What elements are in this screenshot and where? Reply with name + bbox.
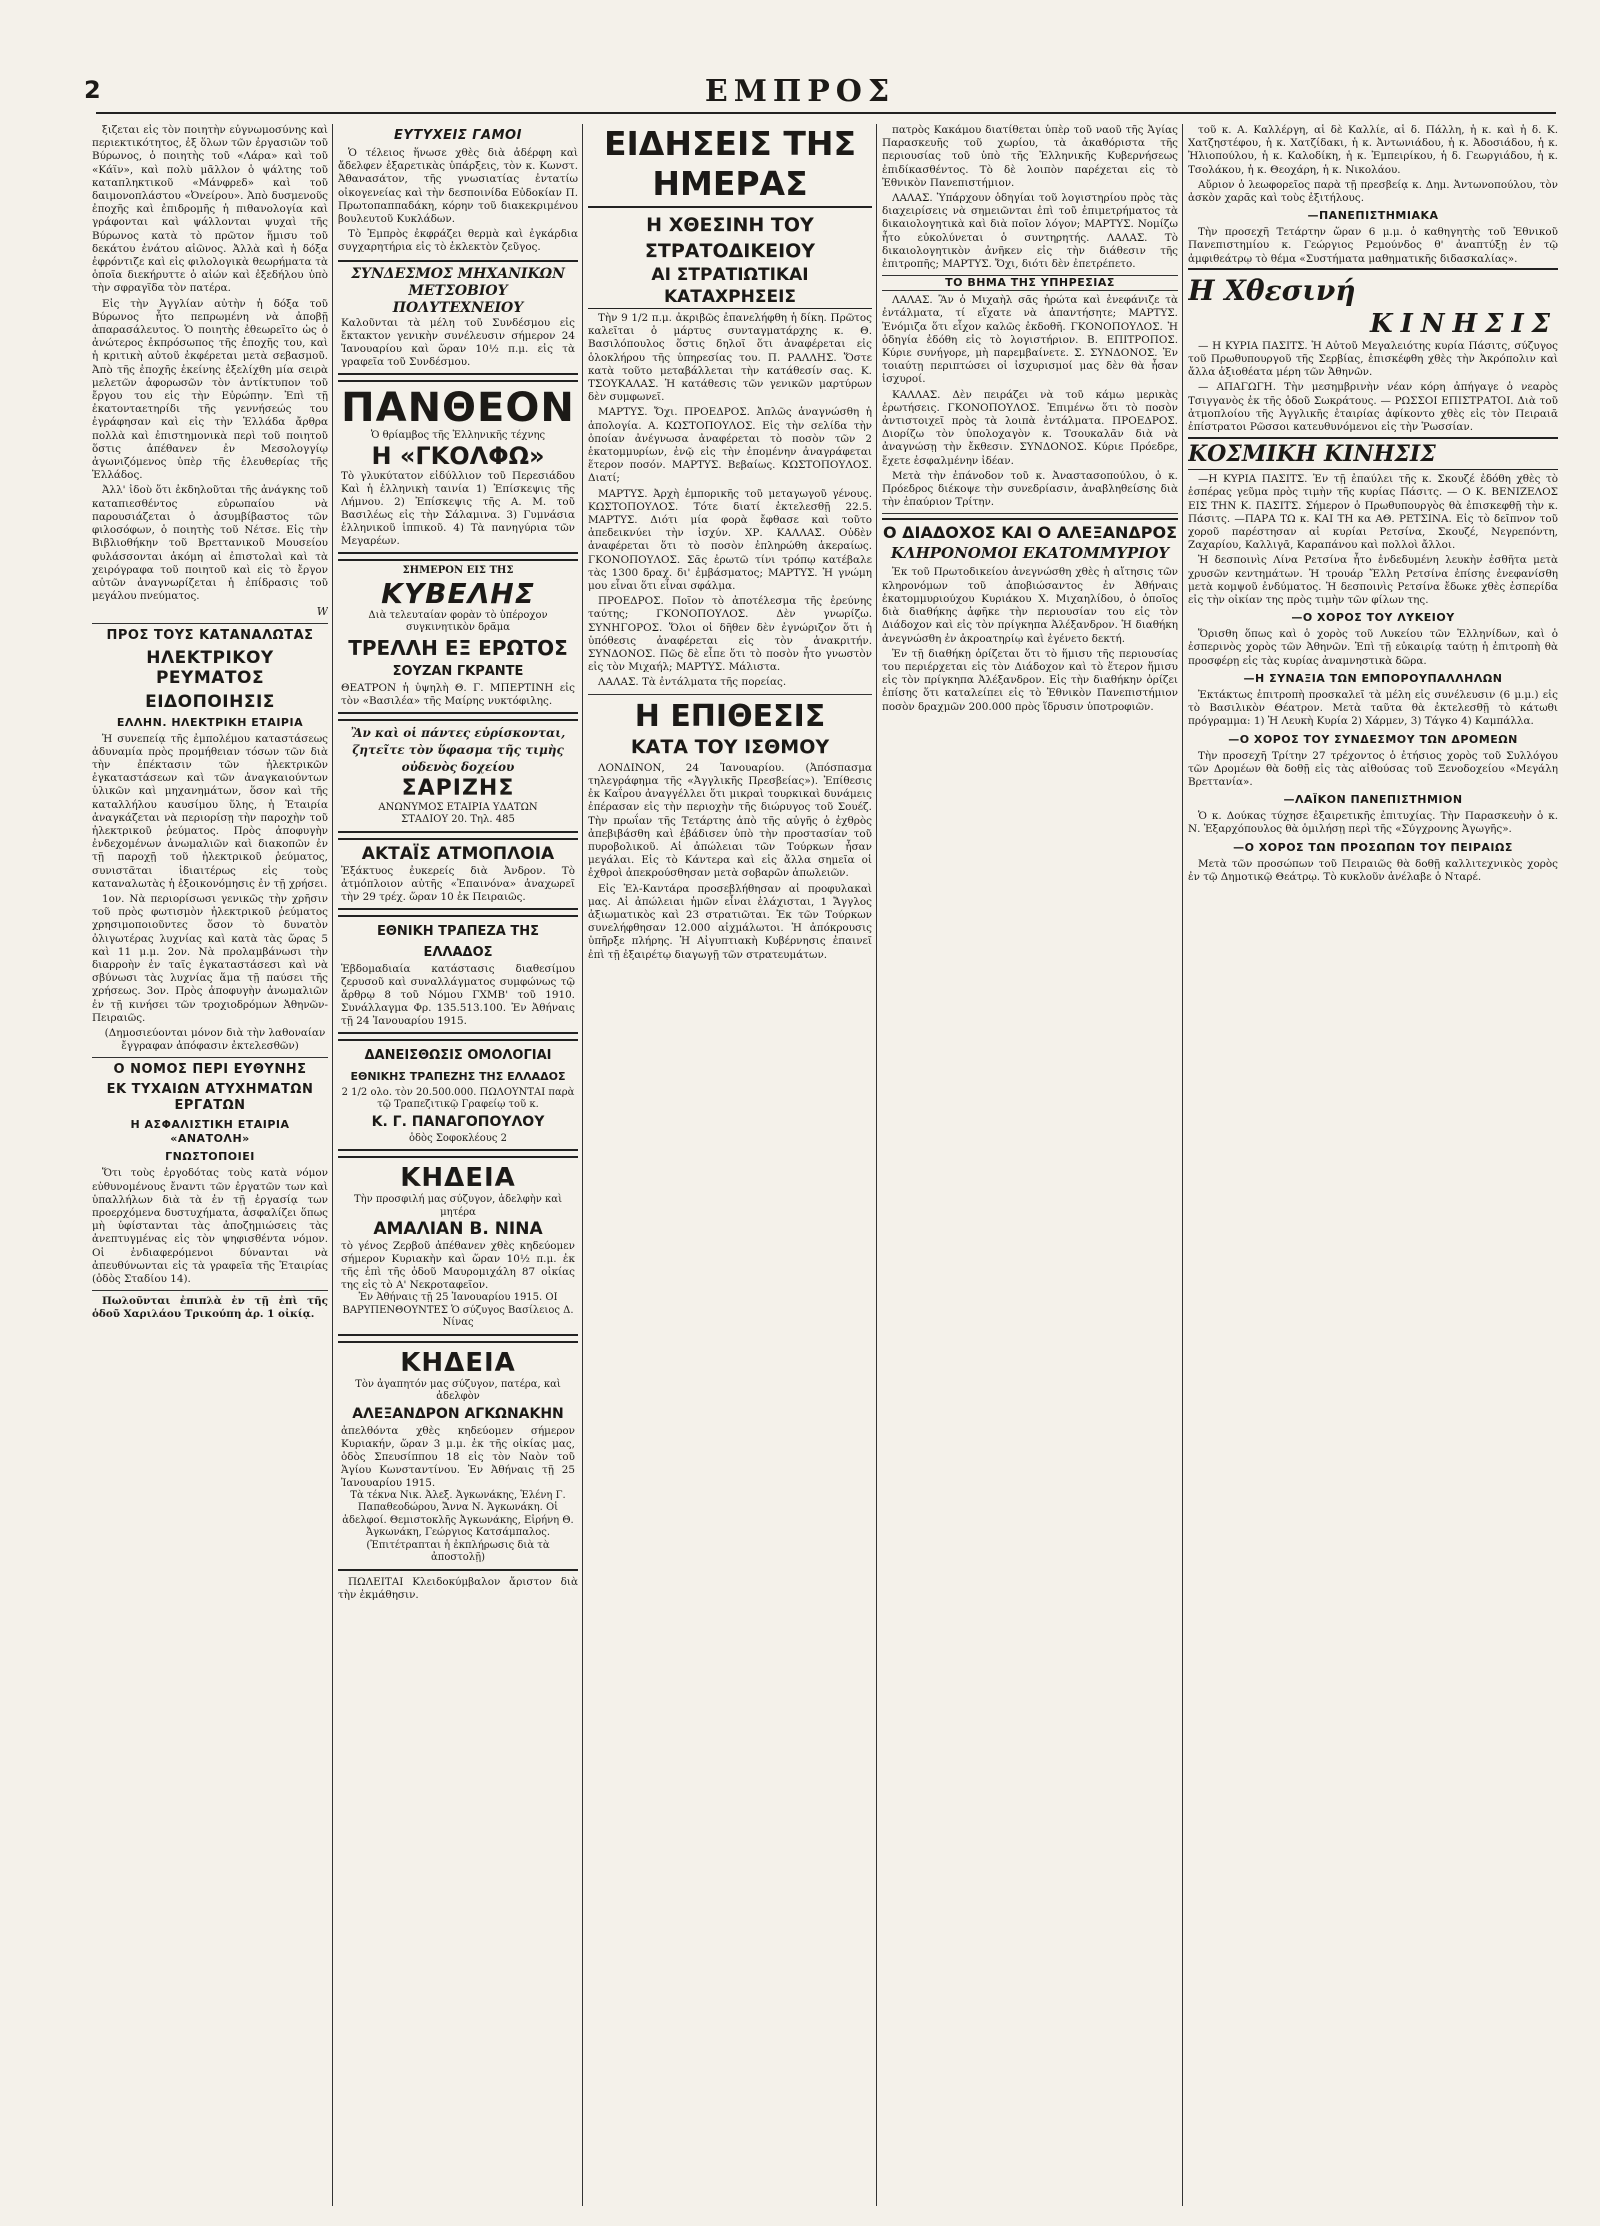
ad-play: ΤΡΕΛΛΗ ΕΞ ΕΡΩΤΟΣ	[348, 635, 568, 660]
article-text: — ΑΠΑΓΩΓΗ. Τὴν μεσημβρινὴν νέαν κόρη ἀπήγαγε ὁ νεαρὸς Τσιγγανὸς ἐκ τῆς ὁδοῦ Σωκράτους. — ΡΩΣΣΟΙ ΕΠΙΣΤΡΑΤΟΙ. Διὰ τοῦ ἀτμοπλοίου τῆς Ἀγγλικῆς ἑταιρίας ἀφίκοντο χθὲς εἰς τὸν Πειραιᾶ ἐπίστρατοι Ρῶσσοι κατευθυνόμενοι εἰς τὴν Ῥωσσίαν.	[1188, 381, 1558, 434]
kyveli-ad	[338, 559, 578, 714]
electric-heading: ΕΙΔΟΠΟΙΗΣΙΣ	[145, 691, 275, 712]
moves-heading: ΚΙΝΗΣΙΣ	[1369, 308, 1558, 339]
law-heading: ΓΝΩΣΤΟΠΟΙΕΙ	[165, 1150, 255, 1164]
bank-ad	[338, 915, 578, 1034]
column-4	[882, 124, 1178, 2206]
funeral-intro: Τὴν προσφιλή μας σύζυγον, ἀδελφὴν καὶ μητέρα	[354, 1194, 562, 1218]
electric-heading: ΗΛΕΚΤΡΙΚΟΥ ΡΕΥΜΑΤΟΣ	[146, 647, 274, 688]
article-text: Τὴν προσεχῆ Τρίτην 27 τρέχοντος ὁ ἐτήσιος χορὸς τοῦ Συλλόγου τῶν Δρομέων θὰ δοθῇ εἰς τὰς αἰθούσας τοῦ Ξενοδοχείου «Μεγάλη Βρεττανία».	[1188, 749, 1558, 788]
sarizis-ad	[338, 719, 578, 833]
social-heading: ΚΟΣΜΙΚΗ ΚΙΝΗΣΙΣ	[1188, 437, 1558, 470]
divider	[588, 694, 872, 695]
yesterday-heading: Η Χθεσινή	[1188, 268, 1558, 308]
article-text: Ὅρισθη ὅπως καὶ ὁ χορὸς τοῦ Λυκείου τῶν Ἑλληνίδων, καὶ ὁ ἐσπερινὸς χορὸς τῶν Ἀθηνῶν. Ἐπὶ τῇ εὐκαιρίᾳ ταύτῃ ἡ ἐπιτροπὴ θὰ προσφέρῃ εἰς τὰς κυρίας ἀναμνηστικὰ δῶρα.	[1188, 628, 1558, 667]
law-heading: ΕΚ ΤΥΧΑΙΩΝ ΑΤΥΧΗΜΑΤΩΝ ΕΡΓΑΤΩΝ	[106, 1082, 314, 1114]
ad-title: ΑΚΤΑΪΣ ΑΤΜΟΠΛΟΙΑ	[361, 843, 555, 864]
section-heading: —Ο ΧΟΡΟΣ ΤΟΥ ΣΥΝΔΕΣΜΟΥ ΤΩΝ ΔΡΟΜΕΩΝ	[1228, 732, 1518, 746]
article-text: Μετὰ τῶν προσώπων τοῦ Πειραιῶς θὰ δοθῇ καλλιτεχνικὸς χορὸς ἐν τῷ Δημοτικῷ Θεάτρῳ. Τὸ κυκλοῦν ἀνέλαβε ὁ Νταρέ.	[1188, 857, 1558, 883]
article-text: Ἡ συνεπείᾳ τῆς ἐμπολέμου καταστάσεως ἀδυναμία πρὸς προμήθειαν τόσων τῶν διὰ τὴν ἐπέκτασιν τῶν ἠλεκτρικῶν ἐγκαταστάσεων καὶ τῶν ἀναγκαιούντων ὑλικῶν καὶ μηχανημάτων, ὅσον καὶ τῆς καταλλήλου καυσίμου ὕλης, ἡ Ἑταιρία ἀναγκάζεται νὰ περιορίσῃ τὴν παροχὴν τοῦ ἠλεκτρικοῦ ῥεύματος. Πρὸς ἀποφυγὴν ἐνδεχομένων ἀνωμαλιῶν καὶ διακοπῶν ἐν τῇ παροχῇ τοῦ ἠλεκτρικοῦ ῥεύματος, συνιστᾶται ἰδιαιτέρως εἰς τοὺς καταναλωτὰς ἡ ἐξοικονόμησις ἐν τῇ χρήσει.	[92, 732, 328, 890]
article-text: Ἡ δεσποινὶς Λίνα Ρετσίνα ἦτο ἐνδεδυμένη λευκὴν ἐσθῆτα μετὰ χρυσῶν κεντημάτων. Ἡ τρουάρ Ἔλλη Ρετσίνα ἐπίσης ἐνεφανίσθη μετὰ κομψοῦ ἐνδύματος. Ἡ δεσποινὶς Ρετσίνα ἔδωκε χθὲς ἐσπερίδα εἰς τὴν οἰκίαν της πρὸς τιμὴν τῶν φίλων της.	[1188, 554, 1558, 607]
article-text: ξιζεται εἰς τὸν ποιητὴν εὐγνωμοσύνης καὶ περιεκτικότητος, ἐξ ὅλων τῶν ἐργασιῶν τοῦ Βύρωνος, ὁ ποιητὴς τοῦ «Λάρα» καὶ τοῦ «Κάϊν», καὶ πολὺ μᾶλλον ὁ ψάλτης τοῦ καταπληκτικοῦ «Μάνφρεδ» καὶ τοῦ δαιμονοπλάστου «Ὀνείρου». Ἀπὸ δυσμενοῦς ἐποχῆς καὶ ἐπιδρομῆς ἡ πιθανολογία καὶ γράφονται καὶ ψάλλονται ψυχαὶ τῆς Βύρωνος κατὰ τὸ πρῶτον ἥμισυ τοῦ δεκάτου ἐνάτου αἰῶνος. Ἀλλὰ καὶ ἡ δόξα ἐφρόντιζε καὶ εἰς φιλολογικὰ θεωρήματα τὰ ὁποῖα διεκήρυττε ὁ αἰών καὶ ἐξεδήλου ὑπὸ τὴν σφραγῖδα τὸν πατέρα.	[92, 124, 328, 295]
ad-subtitle: ΣΗΜΕΡΟΝ ΕΙΣ ΤΗΣ	[402, 565, 514, 577]
ad-address: ὁδὸς Σοφοκλέους 2	[409, 1132, 507, 1144]
loan-ad	[338, 1039, 578, 1152]
article-text: Τὴν 9 1/2 π.μ. ἀκριβῶς ἐπανελήφθη ἡ δίκη. Πρῶτος καλεῖται ὁ μάρτυς συνταγματάρχης κ. Θ. Βασιλόπουλος ὅστις δηλοῖ ὅτι ἀναφέρεται εἰς ὁλοκλήρου τῆς ὑπηρεσίας του. Π. ΡΑΛΛΗΣ. Ὅστε κατὰ τοῦτο μεταβάλλεται τὴν κατάθεσίν σας. Κ. ΤΣΟΥΚΑΛΑΣ. Ἡ κατάθεσις τῶν γενικῶν μαρτύρων δὲν συμφωνεῖ.	[588, 312, 872, 404]
bema-heading: ΤΟ ΒΗΜΑ ΤΗΣ ΥΠΗΡΕΣΙΑΣ	[882, 275, 1178, 291]
weddings-heading: ΕΥΤΥΧΕΙΣ ΓΑΜΟΙ	[394, 128, 522, 143]
ad-text: Τὸ γλυκύτατον εἰδύλλιον τοῦ Περεσιάδου Καὶ ἡ ἐλληνικὴ ταινία 1) Ἐπίσκεψις τῆς Λήμνου. 2) Ἐπίσκεψις τῆς Α. Μ. τοῦ Βασιλέως εἰς τὴν Σάλαμινα. 3) Γυμνάσια ἑλληνικοῦ ἱππικοῦ. 4) Τὰ πανηγύρια τῶν Μεγαρέων.	[341, 470, 575, 548]
funeral-sign: Ἐν Ἀθήναις τῇ 25 Ἰανουαρίου 1915. ΟΙ ΒΑΡΥΠΕΝΘΟΥΝΤΕΣ Ὁ σύζυγος Βασίλειος Δ. Νίνας	[342, 1292, 574, 1329]
section-heading: —ΠΑΝΕΠΙΣΤΗΜΙΑΚΑ	[1307, 209, 1439, 223]
ad-text: Ἐξάκτυος ἐυκερείς διὰ Ἀνδρον. Τὸ ἀτμόπλοιον αὐτῆς «Ἐπαινόνα» ἀναχωρεῖ τὴν 29 τρέχ. ὥραν 10 ἐκ Πειραιῶς.	[341, 864, 575, 903]
divider	[882, 513, 1178, 514]
column-divider	[582, 124, 583, 2206]
article-text: Ἐκτάκτως ἐπιτροπὴ προσκαλεῖ τὰ μέλη εἰς συνέλευσιν (6 μ.μ.) εἰς τὸ Βασιλικὸν Θέατρον. Μετὰ ταῦτα θὰ ἐκτελεσθῇ τὸ κάτωθι πρόγραμμα: 1) Ἡ Λευκὴ Κυρία 2) Χάρμεν, 3) Τάγκο 4) Καμπάλλα.	[1188, 688, 1558, 728]
ad-text: Ἑβδομαδιαία κατάστασις διαθεσίμου ζερυσοῦ καὶ συναλλάγματος συμφώνως τῷ ἄρθρῳ 8 τοῦ Νόμου ΓΧΜΒ' τοῦ 1910. Συνάλλαγμα Φρ. 135.513.100. Ἐν Ἀθήναις τῇ 24 Ἰανουαρίου 1915.	[341, 962, 575, 1027]
section-heading: —Ο ΧΟΡΟΣ ΤΩΝ ΠΡΟΣΩΠΩΝ ΤΟΥ ΠΕΙΡΑΙΩΣ	[1233, 840, 1513, 854]
divider	[92, 623, 328, 624]
article-text: Ὅτι τοὺς ἐργοδότας τοὺς κατὰ νόμον εὐθυνομένους ἔναντι τῶν ἐργατῶν των καὶ ὑπαλλήλων διὰ τὰ ἐν τῇ ἐργασίᾳ των προερχόμενα δυστυχήματα, ἀσφαλίζει ὅπως μὴ ὑφίστανται τὰς ἀποζημιώσεις τὰς ἀνεπτυγμένας εἰς τὸν ψηφισθέντα νόμον. Οἱ ἐνδιαφερόμενοι δύνανται νὰ ἀπευθύνωνται εἰς τὰ γραφεῖα τῆς Ἑταιρίας (ὁδὸς Σταδίου 14).	[92, 1167, 328, 1286]
ad-address: ΣΤΑΔΙΟΥ 20. Τηλ. 485	[401, 814, 515, 826]
ad-title: ΕΘΝΙΚΗ ΤΡΑΠΕΖΑ ΤΗΣ ΕΛΛΑΔΟΣ	[377, 923, 539, 960]
article-text: ΛΟΝΔΙΝΟΝ, 24 Ἰανουαρίου. (Ἀπόσπασμα τηλεγράφημα τῆς «Ἀγγλικῆς Πρεσβείας»). Ἐπίθεσις ἐκ Καΐρου ἀναγγέλλει ὅτι μικραὶ τουρκικαὶ δυνάμεις ἐπέρασαν εἰς τὴν περιοχὴν τῆς διώρυγος τοῦ Σουέζ. Τὴν πρωΐαν τῆς Τετάρτης ἀπὸ τῆς αὐγῆς ὁ ἐχθρὸς ἀπεβιβάσθη καὶ ἐβάδισεν ὑπὸ τὴν προστασίαν τοῦ πυροβολικοῦ. Αἱ ἀπώλειαι τῶν Τούρκων ἦσαν μεγάλαι. Εἰς τὸ Κάντερα καὶ εἰς ἄλλα σημεῖα οἱ ἐχθροὶ ἀπεκρούσθησαν μετὰ σοβαρῶν ἀπωλειῶν.	[588, 761, 872, 880]
funeral-name: ΑΛΕΞΑΝΔΡΟΝ ΑΓΚΩΝΑΚΗΝ	[352, 1405, 564, 1422]
masthead-rule	[96, 112, 1556, 114]
notice-title: ΜΕΤΣΟΒΙΟΥ ΠΟΛΥΤΕΧΝΕΙΟΥ	[392, 282, 524, 316]
ad-text: ΘΕΑΤΡΟΝ ἡ ὑψηλὴ Θ. Γ. ΜΠΕΡΤΙΝΗ εἰς τὸν «Βασιλέα» τῆς Μαίρης νυκτόφιλης.	[341, 681, 575, 707]
section-heading: —Η ΣΥΝΑΞΙΑ ΤΩΝ ΕΜΠΟΡΟΥΠΑΛΛΗΛΩΝ	[1243, 671, 1503, 685]
isthmus-heading: Η ΕΠΙΘΕΣΙΣ	[634, 698, 826, 734]
ad-subtitle: Ὁ θρίαμβος τῆς Ἑλληνικῆς τέχνης	[370, 429, 546, 441]
section-heading: —Ο ΧΟΡΟΣ ΤΟΥ ΛΥΚΕΙΟΥ	[1291, 611, 1455, 625]
law-heading: Η ΑΣΦΑΛΙΣΤΙΚΗ ΕΤΑΙΡΙΑ «ΑΝΑΤΟΛΗ»	[130, 1118, 290, 1146]
article-text: ΛΑΛΑΣ. Ἂν ὁ Μιχαὴλ σᾶς ἠρώτα καὶ ἐνεφάνιζε τὰ ἐντάλματα, τί εἴχατε νὰ ἀπαντήσητε; ΜΑΡΤΥΣ. Ἐνόμιζα ὅτι εἶχον καλῶς ἐκδοθῆ. ΓΚΟΝΟΠΟΥΛΟΣ. Ἡ ὁδηγία ἐδόθη εἰς τὸ λογιστήριον. Β. ΕΠΙΤΡΟΠΟΣ. Κύριε συνήγορε, μὴ παρεμβαίνετε. Σ. ΣΥΝΔΟΝΟΣ. Ἐν τοιαύτῃ περιπτώσει οἱ ἰσχυρισμοί μας δὲν θὰ ἦσαν ἰσχυροί.	[882, 294, 1178, 386]
isthmus-subheading: ΚΑΤΑ ΤΟΥ ΙΣΘΜΟΥ	[630, 735, 830, 758]
article-text: Ἐν τῇ διαθήκῃ ὁρίζεται ὅτι τὸ ἥμισυ τῆς περιουσίας του περιέρχεται εἰς τὸν Διάδοχον καὶ τὸ ἕτερον ἥμισυ εἰς τὸν πρίγκηπα Ἀλέξανδρον. Εἰς τὴν διαθήκην ὁρίζει ἐπίσης ὅτι καταλείπει εἰς τὸ Ἐθνικὸν Πανεπιστήμιον ποσὸν δραχμῶν 200.000 πρὸς ἵδρυσιν ὑποτροφιῶν.	[882, 647, 1178, 713]
ad-title: ΣΑΡΙΖΗΣ	[401, 775, 515, 801]
ad-film: Η «ΓΚΟΛΦΩ»	[371, 442, 545, 471]
funeral-sign: Τὰ τέκνα Νικ. Ἀλεξ. Ἀγκωνάκης, Ἑλένη Γ. Παπαθεοδώρου, Ἄννα Ν. Ἀγκωνάκη. Οἱ ἀδελφοί. Θεμιστοκλῆς Ἀγκωνάκης, Εἰρήνη Θ. Ἀγκωνάκη, Γεώργιος Κατσάμπαλος.	[342, 1489, 574, 1539]
article-text: ΛΑΛΑΣ. Ὑπάρχουν ὁδηγίαι τοῦ λογιστηρίου πρὸς τὰς διαχειρίσεις νὰ σημειῶνται ἐπὶ τοῦ ἐπιμετρήματος τὰ δικαιολογητικὰ καὶ διὰ ποῖον λόγον; ΜΑΡΤΥΣ. Νομίζω ἦτο εὐκολύνεται ὁ συντηρητής. ΛΑΛΑΣ. Τὸ δικαιολογητικὸν ἀνῆκεν εἰς τὴν διάθεσιν τῆς ἐπιτροπῆς; ΜΑΡΤΥΣ. Ὄχι, διότι δὲν ἐπετρέπετο.	[882, 192, 1178, 271]
article-note: (Δημοσιεύονται μόνον διὰ τὴν λαθοναίαν ἔγγραφαν ἀπόφασιν ἐκτελεσθῶν)	[104, 1026, 326, 1053]
column-1	[92, 124, 328, 2206]
funeral-text: τὸ γένος Ζερβοῦ ἀπέθανεν χθὲς κηδεύομεν σήμερον Κυριακὴν καὶ ὥραν 10½ π.μ. ἐκ τῆς ἐπὶ τῆς ὁδοῦ Μαυρομιχάλη 87 οἰκίας της εἰς τὸ Α' Νεκροταφεῖον.	[341, 1240, 575, 1292]
ad-subtitle: Ἂν καὶ οἱ πάντες εὑρίσκονται, ζητεῖτε τὸν ὕφασμα τῆς τιμὴς οὐδενὸς δοχείου	[350, 725, 566, 774]
court-heading: Η ΧΘΕΣΙΝΗ ΤΟΥ ΣΤΡΑΤΟΔΙΚΕΙΟΥ	[644, 214, 816, 262]
funeral-text: ἀπελθόντα χθὲς κηδεύομεν σήμερον Κυριακήν, ὥραν 3 μ.μ. ἐκ τῆς οἰκίας μας, ὁδὸς Σπευσίππου 18 εἰς τὸν Ναὸν τοῦ Ἁγίου Κωνσταντίνου. Ἐν Ἀθήναις τῇ 25 Ἰανουαρίου 1915.	[341, 1424, 575, 1489]
article-text: Αὔριον ὁ λεωφορεῖος παρὰ τῇ πρεσβείᾳ κ. Δημ. Ἀντωνοπούλου, τὸν ἀσκὸν χαρᾶς καὶ τοὺς ἐξιτήλους.	[1188, 178, 1558, 205]
funeral-title: ΚΗΔΕΙΑ	[400, 1163, 516, 1194]
electric-heading: ΠΡΟΣ ΤΟΥΣ ΚΑΤΑΝΑΛΩΤΑΣ	[106, 627, 314, 643]
section-heading: —ΛΑΪΚΟΝ ΠΑΝΕΠΙΣΤΗΜΙΟΝ	[1283, 793, 1463, 807]
newspaper-masthead: ΕΜΠΡΟΣ	[704, 74, 896, 109]
engineers-notice	[338, 260, 578, 375]
funeral-notice-1	[338, 1156, 578, 1336]
court-subheading: ΑΙ ΣΤΡΑΤΙΩΤΙΚΑΙ ΚΑΤΑΧΡΗΣΕΙΣ	[588, 264, 872, 309]
article-text: τοῦ κ. Α. Καλλέργη, αἱ δὲ Καλλίε, αἱ δ. Πάλλη, ἡ κ. καὶ ἡ δ. Κ. Χατζηστέφου, ἡ κ. Χατζίδακι, ἡ κ. Ἀντωνιάδου, ἡ κ. Ἀδοσιάδου, ἡ κ. Ἠλιοπούλου, ἡ κ. Καλοδίκη, ἡ κ. Ἐμπειρίκου, ἡ δ. Γεωργιάδου, ἡ κ. Τσολάκου, ἡ κ. Θεοχάρη, ἡ κ. Νικολάου.	[1188, 124, 1558, 176]
ad-author: ΣΟΥΖΑΝ ΓΚΡΑΝΤΕ	[392, 663, 524, 679]
ad-title: ΚΥΒΕΛΗΣ	[381, 576, 535, 610]
funeral-notice-2	[338, 1341, 578, 1571]
news-banner: ΕΙΔΗΣΕΙΣ ΤΗΣ ΗΜΕΡΑΣ	[588, 124, 872, 208]
divider	[92, 1290, 328, 1291]
article-text: ΜΑΡΤΥΣ. Ὄχι. ΠΡΟΕΔΡΟΣ. Ἀπλῶς ἀναγνώσθη ἡ ἀπολογία. Α. ΚΩΣΤΟΠΟΥΛΟΣ. Εἰς τὴν σελίδα τὴν ὁποίαν ἀνέγνωσα ἀναφέρεται τὸ ποσὸν τῶν 2 ἑκατομμυρίων, ἐνῷ εἰς τὴν ἐπομένην ἀναγράφεται ἕτερον ποσόν. ΜΑΡΤΥΣ. Βεβαίως. ΚΩΣΤΟΠΟΥΛΟΣ. Διατί;	[588, 406, 872, 485]
article-text: Ἀλλ' ἰδοὺ ὅτι ἐκδηλοῦται τῆς ἀνάγκης τοῦ καταπιεσθέντος εὐρωπαίου νὰ παρουσιάζεται ὁ ἀσυμβίβαστος τῶν φιλοσόφων, ὁ ποιητὴς τοῦ Νέτσε. Εἰς τὴν Βιβλιοθήκην τοῦ Βρεττανικοῦ Μουσείου φυλάσσονται ἀκόμη αἱ ἐπιστολαὶ καὶ τὰ χειρόγραφα τοῦ ποιητοῦ καὶ εἰς τὸ ἔργον αὐτῶν ἀναγνωρίζεται ἡ ἐπίδρασις τοῦ μεγάλου πνεύματος.	[92, 484, 328, 603]
column-3	[588, 124, 872, 2206]
divider	[92, 1057, 328, 1058]
article-signature: W	[316, 605, 328, 619]
column-divider	[332, 124, 333, 2206]
column-2	[338, 124, 578, 2206]
article-text: ΛΑΛΑΣ. Τὰ ἐντάλματα τῆς πορείας.	[598, 676, 787, 689]
article-text: Εἰς τὴν Ἀγγλίαν αὐτὴν ἡ δόξα τοῦ Βύρωνος ἦτο πεπρωμένη νὰ ἀποβῇ ἀπαρασάλευτος. Ὁ ποιητὴς ἐθεωρεῖτο ὡς ὁ ἀνώτερος ἐκπρόσωπος τῆς ἐποχῆς του, καὶ ἡ κριτικὴ αὐτοῦ ἐκφέρεται μετὰ σεβασμοῦ. Ἀπὸ τῆς ἐποχῆς ἐκείνης ἐξελίχθη μία σειρὰ μελετῶν ἀφορωσῶν τὸν ἀντίκτυπον τοῦ ἔργου του εἰς τὴν Εὐρώπην. Ἐπὶ τῇ ἐκατονταετηρίδι τῆς γεννήσεώς του ἐγράφησαν καὶ εἰς τὴν Ἑλλάδα ἄρθρα πολλὰ καὶ ἐπιστημονικὰ περὶ τοῦ ποιητοῦ ὅστις ἀπέθανεν ἐν Μεσολογγίῳ ἀγωνιζόμενος ὑπὲρ τῆς ἐλευθερίας τῆς Ἑλλάδος.	[92, 297, 328, 482]
funeral-title: ΚΗΔΕΙΑ	[400, 1347, 516, 1378]
article-text: —Η ΚΥΡΙΑ ΠΑΣΙΤΣ. Ἐν τῇ ἐπαύλει τῆς κ. Σκουζέ ἐδόθη χθὲς τὸ ἑσπέρας γεῦμα πρὸς τιμὴν τῆς κυρίας Πάσιτς. — Ο Κ. ΒΕΝΙΖΕΛΟΣ ΕΙΣ ΤΗΝ Κ. ΠΑΣΙΤΣ. Σήμερον ὁ Πρωθυπουργὸς θὰ ἐπισκεφθῇ τὴν κ. Πάσιτς. —ΠΑΡΑ ΤΩ κ. ΚΑΙ ΤΗ κα ΑΘ. ΡΕΤΣΙΝΑ. Εἰς τὸ δεῖπνον τοῦ χοροῦ παρέστησαν αἱ κυρίαι Ρετσίνα, Σκουζέ, Νεγρεπόντη, Ζαχαρίου, Καλλιγᾶ, Καραπάνου καὶ πολλοὶ ἄλλοι.	[1188, 473, 1558, 552]
article-text: ΜΑΡΤΥΣ. Ἀρχὴ ἐμπορικῆς τοῦ μεταγωγοῦ γένους. ΚΩΣΤΟΠΟΥΛΟΣ. Τότε διατί ἐκτελεσθῇ 22.5. ΜΑΡΤΥΣ. Διότι μία φορὰ ἔφθασε καὶ τοῦτο ἀπεδεικνύει τὴν ἰσχύν. ΧΡ. ΚΑΛΛΑΣ. Οὐδὲν ἀναφέρεται ὅτι τὸ ποσὸν ἐπληρώθη ἀκεραίως. ΓΚΟΝΟΠΟΥΛΟΣ. Σᾶς ἐρωτῶ τίνι τρόπῳ κατέβαλε τὰς 1300 δραχ. δι' ἐμβάσματος; ΜΑΡΤΥΣ. Ἡ γνώμη μου εἶναι ὅτι εἶναι σφάλμα.	[588, 487, 872, 593]
ad-subtitle: Διὰ τελευταίαν φορὰν τὸ ὑπέροχον συγκινητικὸν δρᾶμα	[368, 609, 548, 634]
article-text: Τὴν προσεχῆ Τετάρτην ὥραν 6 μ.μ. ὁ καθηγητὴς τοῦ Ἐθνικοῦ Πανεπιστημίου κ. Γεώργιος Ρεμούνδος θ' ἀναπτύξῃ ἐν τῷ ἀμφιθεάτρῳ τὸ θέμα «Συστήματα μαθηματικῆς διδασκαλίας».	[1188, 226, 1558, 265]
article-text: — Η ΚΥΡΙΑ ΠΑΣΙΤΣ. Ἡ Αὐτοῦ Μεγαλειότης κυρία Πάσιτς, σύζυγος τοῦ Πρωθυπουργοῦ τῆς Σερβίας, ἐπισκέφθη χθὲς τὴν Ἀκρόπολιν καὶ ἄλλα ἀξιοθέατα μέρη τῶν Ἀθηνῶν.	[1188, 339, 1558, 379]
article-text: 1ον. Νὰ περιορίσωσι γενικῶς τὴν χρῆσιν τοῦ πρὸς φωτισμὸν ἠλεκτρικοῦ ῥεύματος χρησιμοποιοῦντες ὅσον τὸ δυνατὸν ὀλιγωτέρας λυχνίας καὶ κατὰ τὰς ὥρας 5 καὶ 11 μ.μ. 2ον. Νὰ προλαμβάνωσι τὴν διαρροὴν ἐν ταῖς ἐγκαταστάσεσι καὶ νὰ σβύνωσι τὰς λυχνίας ἅμα τῇ παύσει τῆς χρήσεως. 3ον. Πρὸς ἀποφυγὴν ἀνωμαλιῶν ἐν τῇ κινήσει τῶν τροχιοδρόμων Ἀθηνῶν-Πειραιῶς.	[92, 892, 328, 1024]
notice-title: ΣΥΝΔΕΣΜΟΣ ΜΗΧΑΝΙΚΩΝ	[351, 265, 565, 282]
column-divider	[876, 124, 877, 2206]
ad-text: 2 1/2 ολο. τὸν 20.500.000. ΠΩΛΟΥΝΤΑΙ παρὰ τῷ Τραπεζιτικῷ Γραφείῳ τοῦ κ.	[341, 1086, 575, 1111]
funeral-name: ΑΜΑΛΙΑΝ Β. ΝΙΝΑ	[373, 1219, 543, 1240]
ad-title: ΠΑΝΘΕΟΝ	[341, 384, 575, 431]
notice-text: Καλοῦνται τὰ μέλη τοῦ Συνδέσμου εἰς ἔκτακτον γενικὴν συνέλευσιν σήμερον 24 Ἰανουαρίου καὶ ὥραν 10½ π.μ. εἰς τὰ γραφεῖα τοῦ Συνδέσμου.	[341, 316, 575, 368]
page-number: 2	[84, 76, 101, 104]
article-text: Εἰς Ἐλ-Καντάρα προσεβλήθησαν αἱ προφυλακαὶ μας. Αἱ ἀπώλειαι ἡμῶν εἶναι ἐλάχισται, 1 Ἄγγλος ἀξιωματικὸς καὶ 23 στρατιῶται. Ἐκ τῶν Τούρκων συνελήφθησαν 12.000 αἰχμάλωτοι. Ἡ ἀπόκρουσις ὑπῆρξε πλήρης. Ἡ Αἰγυπτιακὴ Κυβέρνησις ἐπαινεῖ ἐπὶ τῇ ἐξαιρέτῳ διαγωγῇ τῶν στρατευμάτων.	[588, 882, 872, 961]
heir-subheading: ΚΛΗΡΟΝΟΜΟΙ ΕΚΑΤΟΜΜΥΡΙΟΥ	[890, 544, 1170, 563]
sale-notice: ΠΩΛΕΙΤΑΙ Κλειδοκύμβαλον ἄριστον διὰ τὴν ἐκμάθησιν.	[338, 1575, 578, 1601]
article-text: πατρὸς Κακάμου διατίθεται ὑπὲρ τοῦ ναοῦ τῆς Ἁγίας Παρασκευῆς τοῦ χωρίου, τὰ ἀκαθόριστα τῆς περιουσίας τοῦ ὑπὸ τῆς Ἑλληνικῆς Κυβερνήσεως ἐπιδίκασθέντος. Τὸ δὲ λοιπὸν παρέχεται εἰς τὸ Ἐθνικὸν Πανεπιστήμιον.	[882, 124, 1178, 189]
article-text: Μετὰ τὴν ἐπάνοδον τοῦ κ. Ἀναστασοπούλου, ὁ κ. Πρόεδρος διέκοψε τὴν συνεδρίασιν, ἀναβληθείσης διὰ τὴν ἐπαύριον Τρίτην.	[882, 469, 1178, 509]
law-heading: Ο ΝΟΜΟΣ ΠΕΡΙ ΕΥΘΥΝΗΣ	[113, 1062, 307, 1078]
ad-subtitle: ΑΝΩΝΥΜΟΣ ΕΤΑΙΡΙΑ ΥΔΑΤΩΝ	[378, 801, 538, 813]
aktais-ad	[338, 838, 578, 910]
sale-notice: Πωλοῦνται ἐπιπλὰ ἐν τῇ ἐπὶ τῆς ὁδοῦ Χαριλάου Τρικούπη ἀρ. 1 οἰκίᾳ.	[92, 1295, 328, 1321]
funeral-intro: Τὸν ἀγαπητόν μας σύζυγον, πατέρα, καὶ ἀδελφὸν	[355, 1378, 561, 1403]
article-text: Τὸ Ἐμπρὸς ἐκφράζει θερμὰ καὶ ἐγκάρδια συγχαρητήρια εἰς τὸ ἐκλεκτὸν ζεῦγος.	[338, 228, 578, 254]
article-text: ΚΑΛΛΑΣ. Δὲν πειράζει νὰ τοῦ κάμω μερικὰς ἐρωτήσεις. ΓΚΟΝΟΠΟΥΛΟΣ. Ἐπιμένω ὅτι τὸ ποσὸν ἀντιστοιχεῖ πρὸς τὰ λοιπὰ ἐντάλματα. ΠΡΟΕΔΡΟΣ. Διορίζω τὸν ὑπολοχαγὸν κ. Τσουκαλᾶν διὰ νὰ ἀναγνώσῃ τὴν ἔκθεσιν. ΣΥΝΔΟΝΟΣ. Κύριε Πρόεδρε, ἔχετε ἐσφαλμένην ἰδέαν.	[882, 388, 1178, 467]
column-5	[1188, 124, 1558, 2206]
ad-name: Κ. Γ. ΠΑΝΑΓΟΠΟΥΛΟΥ	[371, 1113, 545, 1130]
ad-subtitle: ΕΘΝΙΚΗΣ ΤΡΑΠΕΖΗΣ ΤΗΣ ΕΛΛΑΔΟΣ	[350, 1069, 566, 1083]
ad-title: ΔΑΝΕΙΣΘΩΣΙΣ ΟΜΟΛΟΓΙΑΙ	[364, 1047, 552, 1063]
article-text: Ὁ κ. Δούκας τύχησε ἐξαιρετικῆς ἐπιτυχίας. Τὴν Παρασκευὴν ὁ κ. Ν. Ἐξαρχόπουλος θὰ ὁμιλήσῃ περὶ τῆς «Σύγχρονης Ἀγωγῆς».	[1188, 810, 1558, 836]
article-text: Ὁ τέλειος ἥνωσε χθὲς διὰ ἀδέρφη καὶ ἄδελφεν ἐξαρετικὰς ὑπάρξεις, τὸν κ. Κωνστ. Ἀθανασάτον, τῆς γνωσιατίας ἐντατίω οἰκογενείας καὶ τὴν δεσποινίδα Εὐδοκίαν Π. Πρωτοπαππαδάκη, κόρην τοῦ διακεκριμένου βουλευτοῦ Κυκλάδων.	[338, 147, 578, 226]
pantheon-ad	[338, 380, 578, 555]
column-divider	[1182, 124, 1183, 2206]
electric-heading: ΕΛΛΗΝ. ΗΛΕΚΤΡΙΚΗ ΕΤΑΙΡΙΑ	[116, 715, 304, 729]
article-text: Ἐκ τοῦ Πρωτοδικείου ἀνεγνώσθη χθὲς ἡ αἴτησις τῶν κληρονόμων τοῦ ἀποβιώσαντος ἐν Ἀθήναις ἑκατομμυριούχου Κυριάκου Χ. Μιχαηλίδου, ὁ ὁποῖος διὰ διαθήκης ἀφῆκε τὴν περιουσίαν του εἰς τὸν Διάδοχον καὶ εἰς τὸν πρίγκηπα Ἀλέξανδρον. Ἡ διαθήκη ἀνεγνώσθη ἐν ἀκροατηρίῳ καὶ ἐγένετο δεκτή.	[882, 566, 1178, 645]
funeral-note: (Ἐπιτέτραπται ἡ ἐκπλήρωσις διὰ τὰ ἀποστολῇ)	[366, 1539, 550, 1564]
article-text: ΠΡΟΕΔΡΟΣ. Ποῖον τὸ ἀποτέλεσμα τῆς ἐρεύνης ταύτης; ΓΚΟΝΟΠΟΥΛΟΣ. Δὲν γνωρίζω. ΣΥΝΗΓΟΡΟΣ. Ὅλοι οἱ δῆθεν δὲν ἐγνώριζον ὅτι ἡ ὑπόθεσις ἀναφέρεται εἰς τὸν ἀνακριτήν. ΣΥΝΔΟΝΟΣ. Πῶς δὲ εἶπε ὅτι τὸ ποσὸν ἦτο γνωστὸν εἰς τὸν Μιχαήλ; ΜΑΡΤΥΣ. Μάλιστα.	[588, 595, 872, 674]
heir-heading: Ο ΔΙΑΔΟΧΟΣ ΚΑΙ Ο ΑΛΕΞΑΝΔΡΟΣ	[882, 518, 1178, 543]
